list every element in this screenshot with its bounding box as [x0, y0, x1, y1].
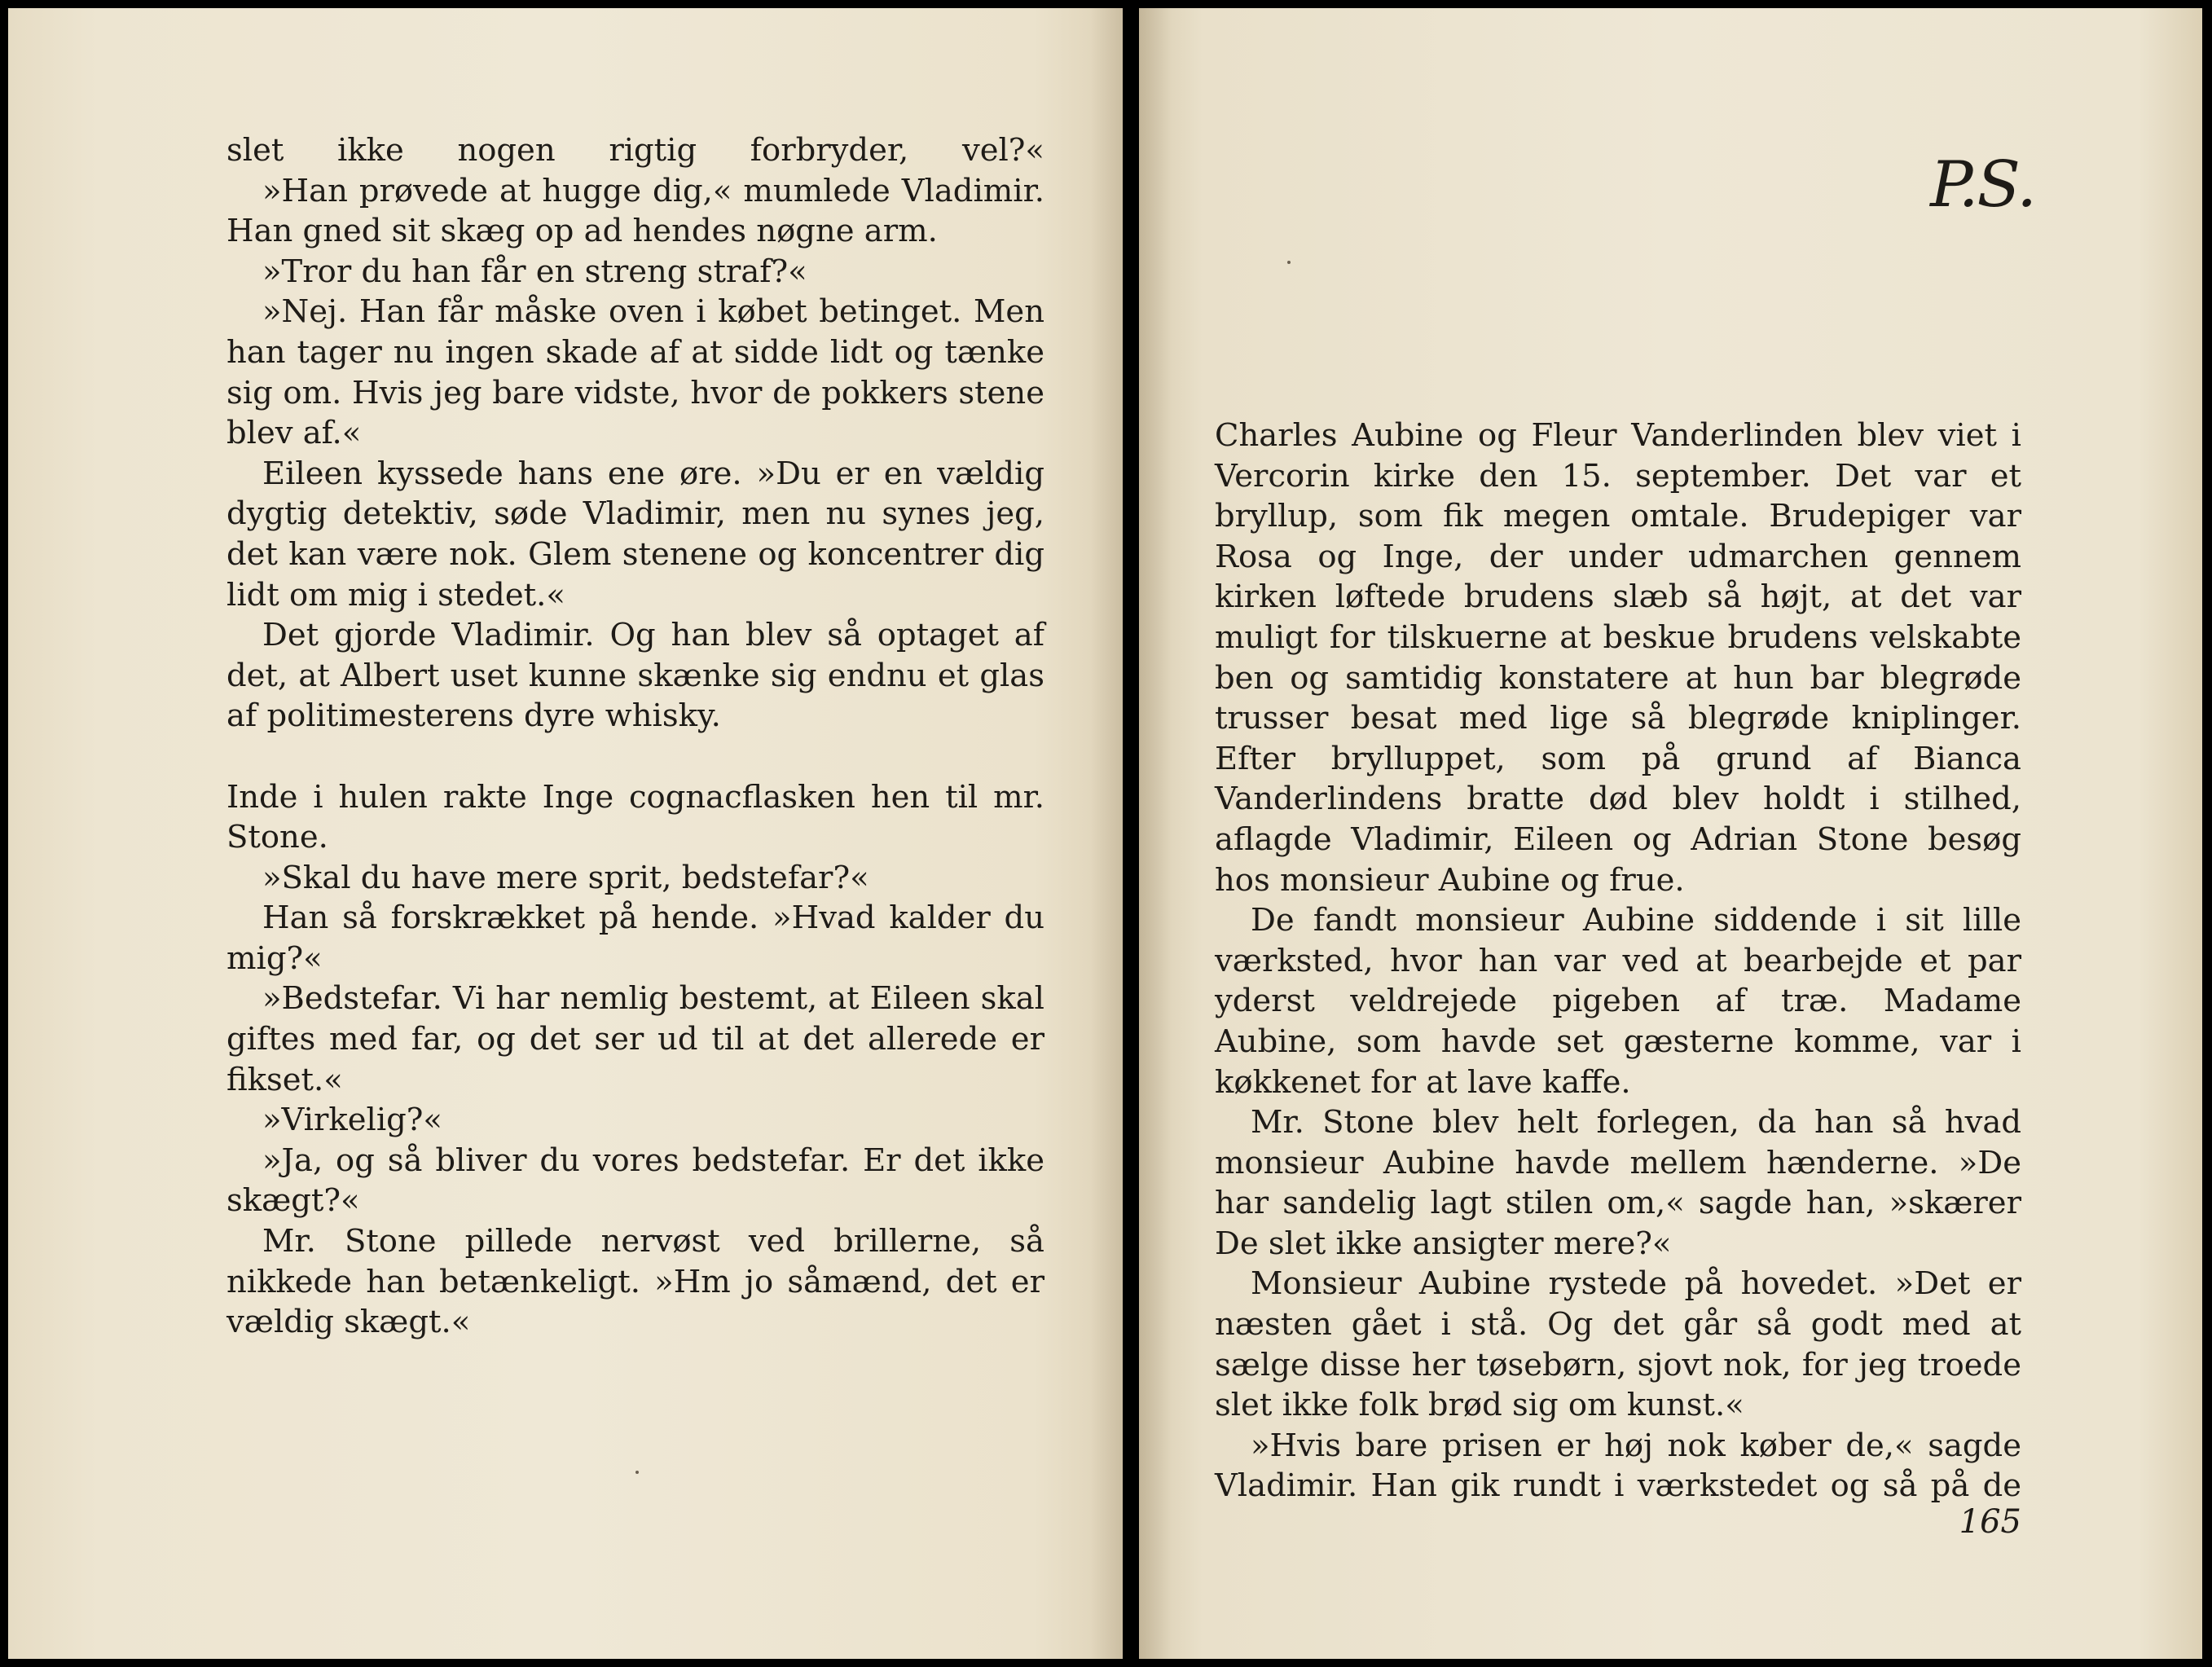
- paragraph: slet ikke nogen rigtig forbryder, vel?«: [226, 132, 1044, 169]
- paragraph: »Tror du han får en streng straf?«: [262, 253, 807, 290]
- paragraph: Monsieur Aubine rystede på hovedet. »Det er næsten gået i stå. Og det går så godt med at sælge disse her tøsebørn, sjovt nok, for jeg troede slet ikke folk brød sig om kunst.«: [1215, 1265, 2021, 1424]
- paragraph: »Hvis bare prisen er høj nok køber de,« sagde Vladimir. Han gik rundt i værkstedet og så på de: [1215, 1427, 2021, 1505]
- paragraph: »Virkelig?«: [262, 1102, 442, 1139]
- gutter-shadow: [1139, 8, 1172, 1659]
- page-number: 165: [1959, 1503, 2021, 1541]
- paper-speck: [635, 1471, 639, 1474]
- paragraph: Det gjorde Vladimir. Og han blev så optaget af det, at Albert uset kunne skænke sig endnu et glas af politimesterens dyre whisky.: [226, 617, 1044, 735]
- paragraph: »Ja, og så bliver du vores bedstefar. Er det ikke skægt?«: [226, 1141, 1044, 1220]
- paragraph: »Skal du have mere sprit, bedstefar?«: [262, 859, 869, 896]
- paragraph: »Nej. Han får måske oven i købet betinget. Men han tager nu ingen skade af at sidde lidt og tænke sig om. Hvis jeg bare vidste, hvor de pokkers stene blev af.«: [226, 293, 1044, 452]
- paragraph: Han så forskrækket på hende. »Hvad kalder du mig?«: [226, 899, 1044, 977]
- left-page-text: [226, 130, 1044, 1343]
- paragraph: De fandt monsieur Aubine siddende i sit lille værksted, hvor han var ved at bearbejde et par yderst veldrejede pigeben af træ. Madame Aubine, som havde set gæsterne komme, var i køkkenet for at lave kaffe.: [1215, 902, 2021, 1101]
- right-page-text: [1215, 416, 2021, 1506]
- paper-speck: [1287, 261, 1291, 264]
- gutter-shadow: [1090, 8, 1123, 1659]
- right-page: [1139, 8, 2202, 1659]
- paragraph: »Bedstefar. Vi har nemlig bestemt, at Eileen skal giftes med far, og det ser ud til at det allerede er fikset.«: [226, 980, 1044, 1098]
- paragraph: Charles Aubine og Fleur Vanderlinden blev viet i Vercorin kirke den 15. september. Det var et bryllup, som fik megen omtale. Brudepiger var Rosa og Inge, der under udmarchen gennem kirken løftede brudens slæb så højt, at det var muligt for tilskuerne at beskue brudens velskabte ben og samtidig konstatere at hun bar blegrøde trusser besat med lige så blegrøde kniplinger. Efter brylluppet, som på grund af Bianca Vanderlindens bratte død blev holdt i stilhed, aflagde Vladimir, Eileen og Adrian Stone besøg hos monsieur Aubine og frue.: [1215, 417, 2021, 899]
- paragraph: Inde i hulen rakte Inge cognacflasken hen til mr. Stone.: [226, 778, 1044, 856]
- paragraph: Eileen kyssede hans ene øre. »Du er en vældig dygtig detektiv, søde Vladimir, men nu synes jeg, det kan være nok. Glem stenene og koncentrer dig lidt om mig i stedet.«: [226, 455, 1044, 614]
- left-page: [8, 8, 1123, 1659]
- paragraph: »Han prøvede at hugge dig,« mumlede Vladimir. Han gned sit skæg op ad hendes nøgne arm.: [226, 172, 1044, 250]
- paragraph: Mr. Stone blev helt forlegen, da han så hvad monsieur Aubine havde mellem hænderne. »De har sandelig lagt stilen om,« sagde han, »skærer De slet ikke ansigter mere?«: [1215, 1104, 2021, 1262]
- paragraph: Mr. Stone pillede nervøst ved brillerne, så nikkede han betænkeligt. »Hm jo såmænd, det er vældig skægt.«: [226, 1223, 1044, 1341]
- chapter-heading: P.S.: [1930, 148, 2035, 222]
